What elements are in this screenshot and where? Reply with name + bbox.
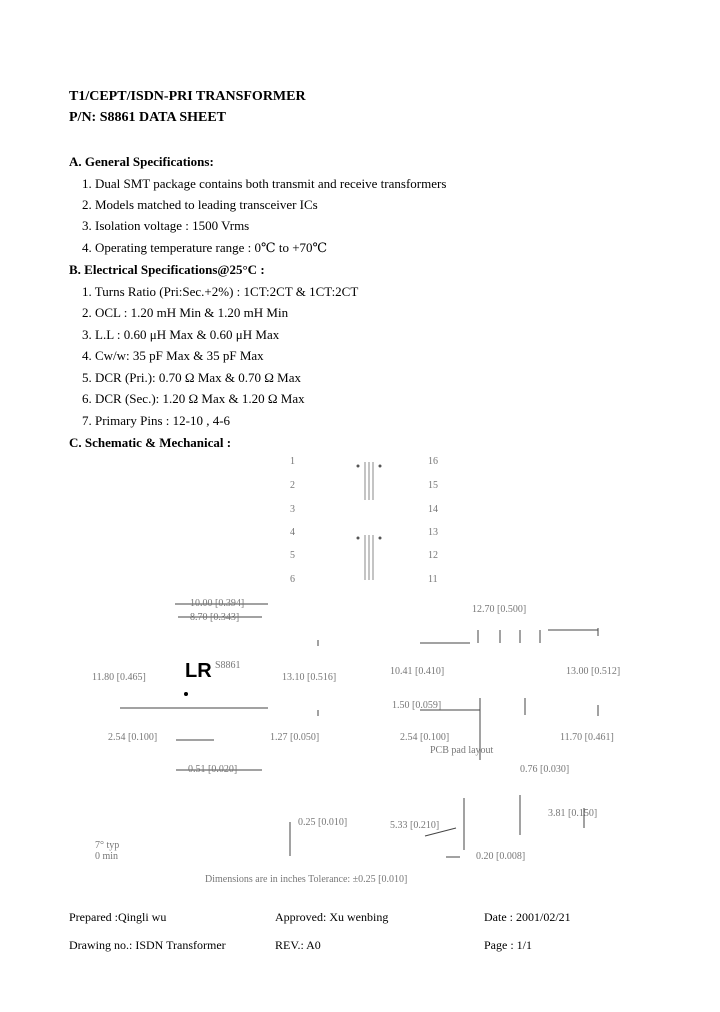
footer-drawing: Drawing no.: ISDN Transformer [69, 938, 226, 952]
dim-side-h: 3.81 [0.150] [548, 808, 598, 819]
footer-rev: REV.: A0 [275, 938, 321, 952]
dim-pad-left: 1.50 [0.059] [392, 700, 442, 711]
footer-date: Date : 2001/02/21 [484, 910, 571, 924]
section-a-item: 4. Operating temperature range : 0℃ to +70℃ [82, 240, 328, 255]
dim-left-height: 11.80 [0.465] [92, 672, 146, 683]
schematic-pin-right: 13 [428, 527, 438, 538]
schematic-pin-right: 12 [428, 550, 438, 561]
dim-top-width-2: 8.70 [0.343] [190, 612, 240, 623]
dim-lead-2: 0.20 [0.008] [476, 851, 526, 862]
schematic-pin-left: 5 [290, 550, 295, 561]
section-b-item: 5. DCR (Pri.): 0.70 Ω Max & 0.70 Ω Max [82, 370, 302, 385]
schematic-pin-right: 15 [428, 480, 438, 491]
section-a-item: 3. Isolation voltage : 1500 Vrms [82, 218, 250, 233]
section-c-heading: C. Schematic & Mechanical : [69, 435, 232, 450]
part-marking: S8861 [215, 660, 241, 671]
schematic-pin-left: 2 [290, 480, 295, 491]
section-b-item: 1. Turns Ratio (Pri:Sec.+2%) : 1CT:2CT & 1CT:2CT [82, 284, 359, 299]
schematic-pin-left: 6 [290, 574, 295, 585]
dim-right-height: 13.10 [0.516] [282, 672, 337, 683]
dim-pad-row: 11.70 [0.461] [560, 732, 614, 743]
section-b-item: 2. OCL : 1.20 mH Min & 1.20 mH Min [82, 305, 289, 320]
schematic-pin-right: 14 [428, 504, 438, 515]
mechanical-note: Dimensions are in inches Tolerance: ±0.25 [0.010] [205, 874, 408, 885]
dim-side-top: 12.70 [0.500] [472, 604, 527, 615]
logo: LR [185, 660, 212, 682]
section-a-heading: A. General Specifications: [69, 154, 214, 169]
dim-side-left: 10.41 [0.410] [390, 666, 445, 677]
section-b-item: 3. L.L : 0.60 μH Max & 0.60 μH Max [82, 327, 280, 342]
title-line-1: T1/CEPT/ISDN-PRI TRANSFORMER [69, 89, 306, 104]
section-b-item: 7. Primary Pins : 12-10 , 4-6 [82, 413, 231, 428]
schematic-pin-left: 4 [290, 527, 295, 538]
dim-lead: 1.27 [0.050] [270, 732, 320, 743]
dim-std: 0.25 [0.010] [298, 817, 348, 828]
schematic-pin-right: 16 [428, 456, 438, 467]
section-b-item: 4. Cw/w: 35 pF Max & 35 pF Max [82, 348, 264, 363]
dim-side-right: 13.00 [0.512] [566, 666, 621, 677]
section-b-heading: B. Electrical Specifications@25°C : [69, 262, 265, 277]
dim-top-width: 10.00 [0.394] [190, 598, 245, 609]
footer-prepared: Prepared :Qingli wu [69, 910, 167, 924]
schematic-pin-right: 11 [428, 574, 438, 585]
dim-height-2: 5.33 [0.210] [390, 820, 440, 831]
title-line-2: P/N: S8861 DATA SHEET [69, 110, 227, 125]
schematic-pin-left: 1 [290, 456, 295, 467]
corner-text: 7° typ 0 min [95, 840, 120, 862]
section-a-item: 2. Models matched to leading transceiver ICs [82, 197, 318, 212]
schematic-pin-left: 3 [290, 504, 295, 515]
section-a-item: 1. Dual SMT package contains both transmit and receive transformers [82, 176, 447, 191]
dim-pad-w: 0.76 [0.030] [520, 764, 570, 775]
footer-approved: Approved: Xu wenbing [275, 910, 389, 924]
pad-layout-label: PCB pad layout [430, 745, 494, 756]
dim-bottom: 0.51 [0.020] [188, 764, 238, 775]
section-b-item: 6. DCR (Sec.): 1.20 Ω Max & 1.20 Ω Max [82, 391, 305, 406]
dim-pitch: 2.54 [0.100] [108, 732, 158, 743]
dim-pad-pitch: 2.54 [0.100] [400, 732, 450, 743]
footer-page: Page : 1/1 [484, 938, 532, 952]
